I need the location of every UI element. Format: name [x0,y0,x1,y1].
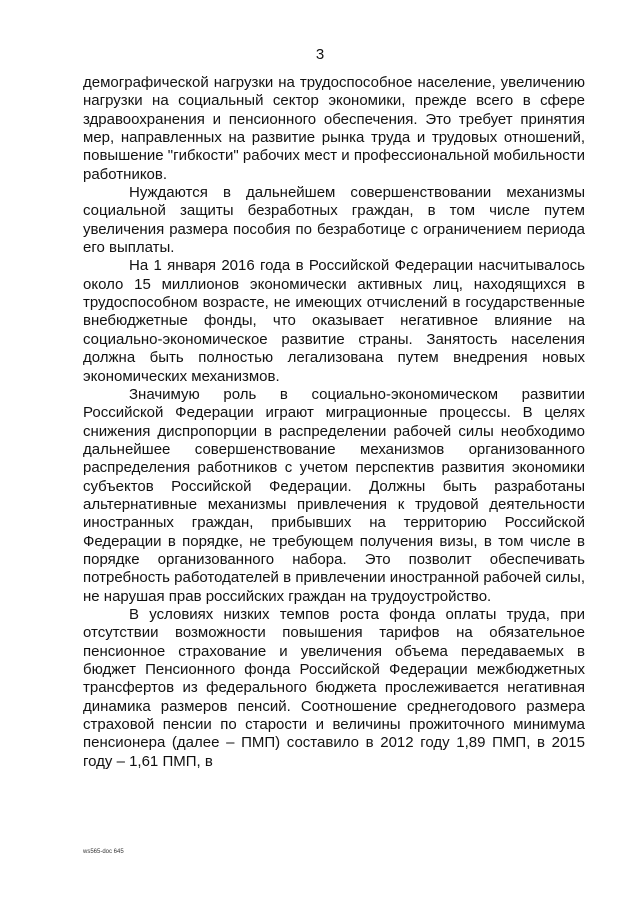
footer-document-code: ws565-doc 645 [83,849,124,855]
paragraph-continuation: демографической нагрузки на трудоспособное население, увеличению нагрузки на социальный сектор экономики, прежде всего в сфере здравоохранения и пенсионного обеспечения. Это требует принятия мер, направленных на развитие рынка труда и трудовых отношений, повышение "гибкости" рабочих мест и профессиональной мобильности работников. [83,74,585,183]
paragraph-migration: Значимую роль в социально-экономическом развитии Российской Федерации играют миграционные процессы. В целях снижения диспропорции в распределении рабочей силы необходимо дальнейшее совершенствование механизмов организованного распределения работников с учетом перспектив развития экономики субъектов Российской Федерации. Должны быть разработаны альтернативные механизмы привлечения к трудовой деятельности иностранных граждан, прибывших на территорию Российской Федерации в порядке, не требующем получения визы, в том числе в порядке организованного набора. Это позволит обеспечивать потребность работодателей в привлечении иностранной рабочей силы, не нарушая прав российских граждан на трудоустройство. [83,385,585,605]
paragraph-unemployment-protection: Нуждаются в дальнейшем совершенствовании механизмы социальной защиты безработных граждан, в том числе путем увеличения размера пособия по безработице с ограничением периода его выплаты. [83,184,585,257]
paragraph-informal-employment: На 1 января 2016 года в Российской Федерации насчитывалось около 15 миллионов экономически активных лиц, находящихся в трудоспособном возрасте, не имеющих отчислений в государственные внебюджетные фонды, что оказывает негативное влияние на социально-экономическое развитие страны. Занятость населения должна быть полностью легализована путем внедрения новых экономических механизмов. [83,257,585,385]
page-number: 3 [315,46,325,63]
document-body [83,74,585,771]
paragraph-pensions: В условиях низких темпов роста фонда оплаты труда, при отсутствии возможности повышения тарифов на обязательное пенсионное страхование и увеличения объема передаваемых в бюджет Пенсионного фонда Российской Федерации межбюджетных трансфертов из федерального бюджета прослеживается негативная динамика размеров пенсий. Соотношение среднегодового размера страховой пенсии по старости и величины прожиточного минимума пенсионера (далее – ПМП) составило в 2012 году 1,89 ПМП, в 2015 году – 1,61 ПМП, в [83,605,585,770]
